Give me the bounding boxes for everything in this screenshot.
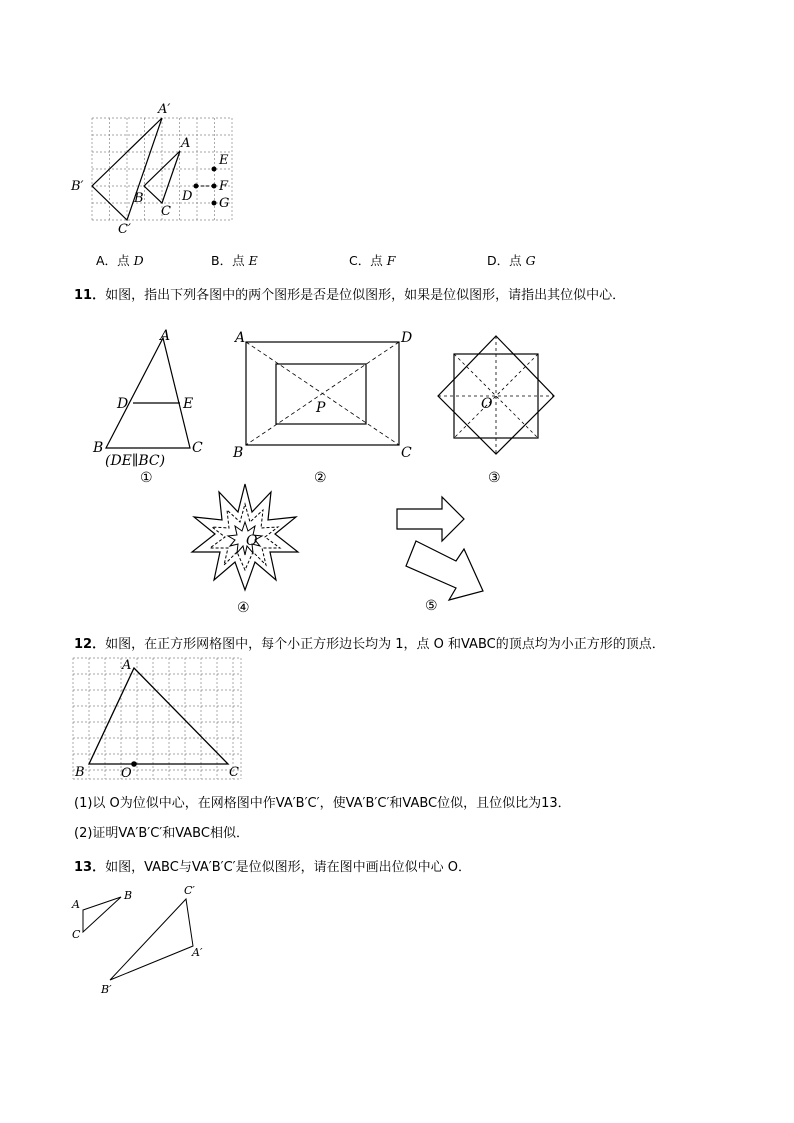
q10-option-c-point: F <box>386 253 396 268</box>
q12-label-o: O <box>121 766 132 781</box>
q10-label-a-prime: A′ <box>158 102 171 117</box>
q13-large-triangle <box>110 899 193 980</box>
q10-label-f: F <box>219 179 229 194</box>
q11-number: 11． <box>74 288 106 303</box>
q10-option-b-word: 点 <box>232 253 245 268</box>
q12-number: 12． <box>74 637 106 652</box>
q10-option-a-word: 点 <box>117 253 130 268</box>
q12-point-o <box>131 761 137 767</box>
q10-grid-figure <box>68 100 248 240</box>
q13-label-b: B <box>124 889 133 902</box>
q10-option-c-word: 点 <box>370 253 383 268</box>
q11-figure-3 <box>430 326 560 490</box>
q10-label-c-prime: C′ <box>118 222 131 237</box>
q12-text: 如图，在正方形网格图中，每个小正方形边长均为 1，点 O 和VABC的顶点均为小正方形的顶点． <box>105 637 665 652</box>
q10-label-e: E <box>219 153 229 168</box>
q12-part1: (1)以 O为位似中心，在网格图中作VA′B′C′，使VA′B′C′和VABC位似，且位似比为13． <box>74 796 571 811</box>
q10-option-d-point: G <box>525 253 536 268</box>
q12-part2: (2)证明VA′B′C′和VABC相似． <box>74 826 249 841</box>
q10-label-g: G <box>219 196 230 211</box>
q11-fig1-caption: (DE∥BC) <box>105 453 166 469</box>
q11-figure-2 <box>228 326 418 490</box>
q11-fig5-arrow-large <box>406 541 483 600</box>
q10-point-f <box>212 184 217 189</box>
q11-fig1-triangle <box>106 338 190 448</box>
q10-option-b-letter: B． <box>211 253 233 268</box>
q11-figure-4 <box>190 482 300 618</box>
q10-option-b-point: E <box>248 253 258 268</box>
q13-label-a-prime: A′ <box>192 946 203 959</box>
q10-option-a-letter: A． <box>96 253 118 268</box>
q11-fig4-number: ④ <box>237 600 250 616</box>
q12-grid-figure <box>68 652 248 784</box>
q12-label-c: C <box>229 765 239 780</box>
q13-label-a: A <box>72 898 80 911</box>
q11-question <box>74 284 625 303</box>
q11-fig2-label-d: D <box>401 330 413 346</box>
q13-text: 如图，VABC与VA′B′C′是位似图形，请在图中画出位似中心 O． <box>105 860 471 875</box>
q11-fig4-outer-star <box>192 484 298 590</box>
q10-point-e <box>212 167 217 172</box>
q10-option-d <box>487 251 536 269</box>
q11-fig4-label-o: O <box>246 533 258 549</box>
q12-grid <box>73 658 241 779</box>
q11-text: 如图，指出下列各图中的两个图形是否是位似图形，如果是位似图形，请指出其位似中心． <box>105 288 626 303</box>
q10-label-c: C <box>161 204 171 219</box>
q12-label-a: A <box>122 658 132 673</box>
q13-label-b-prime: B′ <box>101 983 112 996</box>
q10-label-a: A <box>181 136 191 151</box>
q11-fig4-inner-star <box>210 504 280 570</box>
q11-fig5-arrow-small <box>397 497 464 541</box>
q11-fig2-label-a: A <box>235 330 246 346</box>
q11-fig1-label-b: B <box>93 440 104 456</box>
q10-option-c <box>349 251 395 269</box>
q10-point-g <box>212 201 217 206</box>
q11-fig2-label-b: B <box>233 445 244 461</box>
q11-fig2-diagonals <box>246 342 399 445</box>
q10-option-a <box>96 251 144 269</box>
q13-label-c-prime: C′ <box>184 884 195 897</box>
q10-large-triangle <box>92 118 162 220</box>
q10-option-d-letter: D． <box>487 253 510 268</box>
q11-fig2-label-p: P <box>316 400 326 416</box>
q12-triangle-abc <box>89 668 228 764</box>
q11-fig1-number: ① <box>140 470 153 486</box>
q12-label-b: B <box>75 765 85 780</box>
q13-figure <box>66 880 216 1000</box>
q10-option-a-point: D <box>133 253 144 268</box>
q11-fig2-number: ② <box>314 470 327 486</box>
q10-point-d <box>194 184 199 189</box>
q11-fig3-label-o: O <box>481 396 493 412</box>
q13-small-triangle <box>83 897 121 932</box>
q11-figure-5 <box>392 495 492 617</box>
q10-label-b-prime: B′ <box>71 179 84 194</box>
q13-number: 13． <box>74 860 106 875</box>
q11-fig3-number: ③ <box>488 470 501 486</box>
q12-question <box>74 633 665 652</box>
q10-label-b: B <box>134 191 144 206</box>
q11-fig2-label-c: C <box>401 445 412 461</box>
q11-figure-1 <box>88 326 218 490</box>
q10-option-c-letter: C． <box>349 253 371 268</box>
q10-option-d-word: 点 <box>509 253 522 268</box>
q11-fig1-label-c: C <box>192 440 203 456</box>
q11-fig1-label-a: A <box>160 328 171 344</box>
q13-label-c: C <box>72 928 81 941</box>
q11-fig1-label-d: D <box>117 396 129 412</box>
q13-question <box>74 856 471 875</box>
q11-fig1-label-e: E <box>183 396 194 412</box>
q10-option-b <box>211 251 258 269</box>
q10-label-d: D <box>182 189 193 204</box>
q11-fig5-number: ⑤ <box>425 598 438 614</box>
